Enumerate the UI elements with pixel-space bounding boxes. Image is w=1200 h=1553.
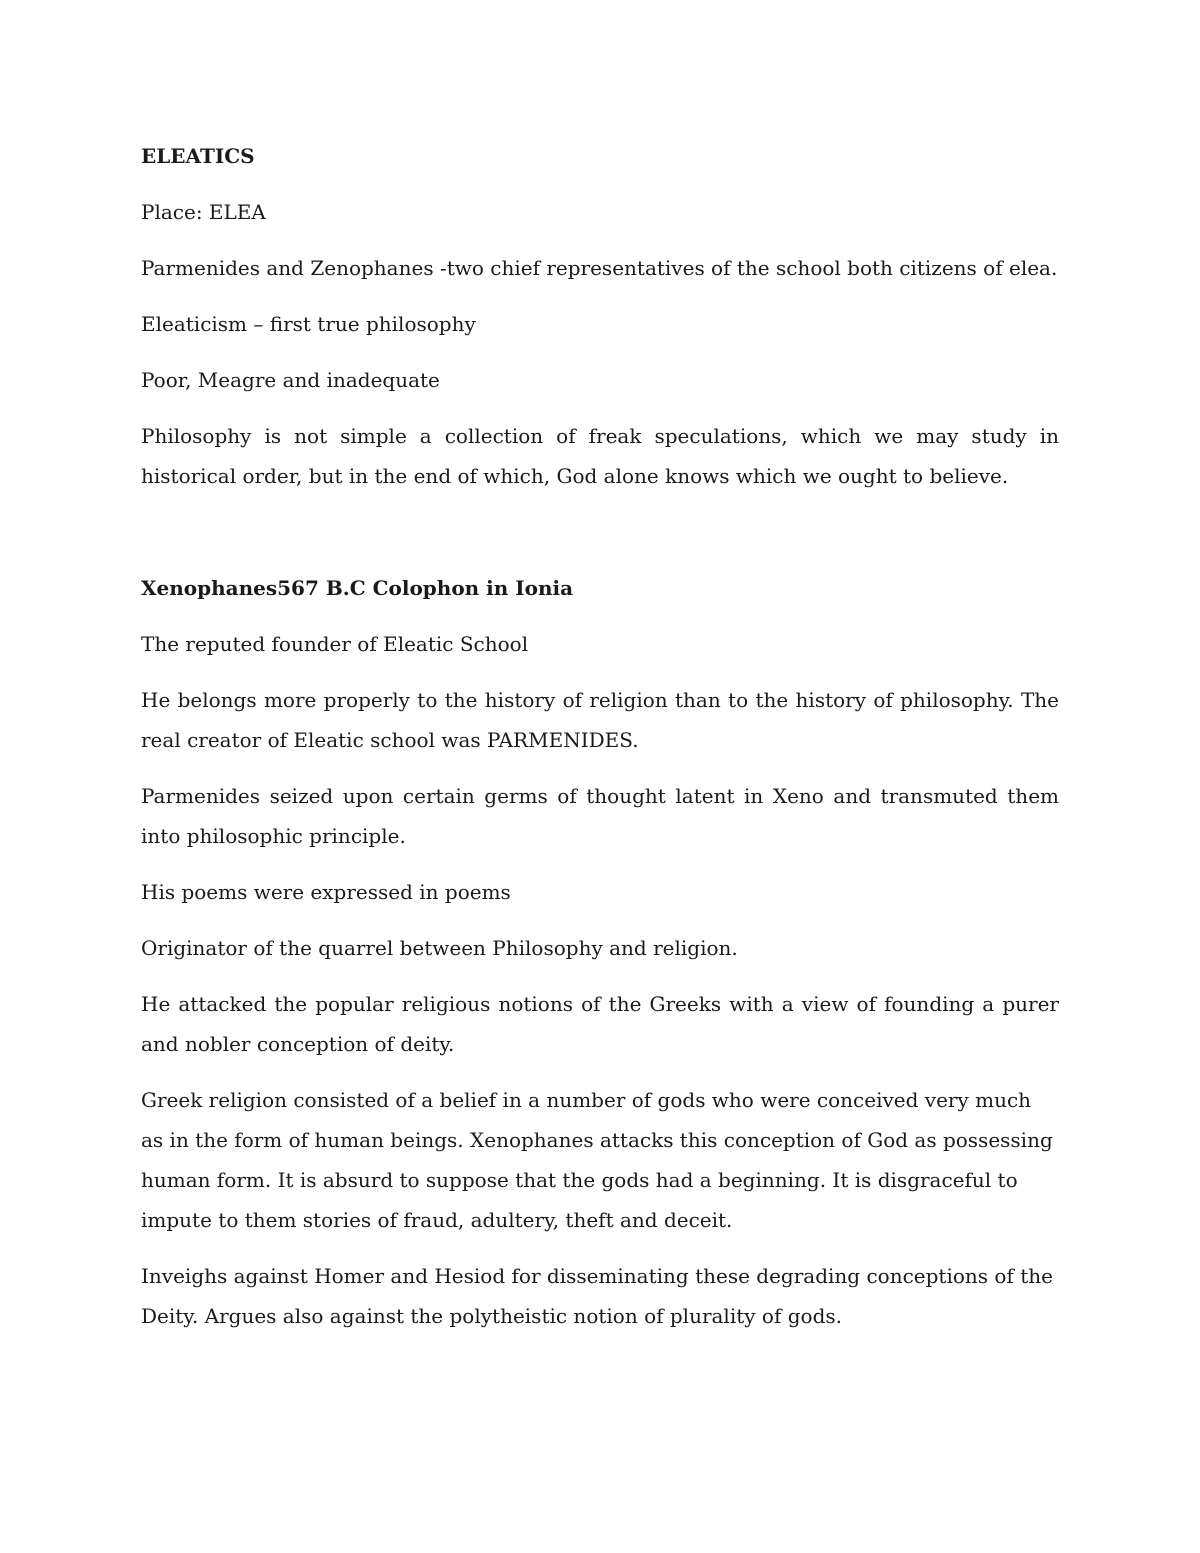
paragraph: Parmenides and Zenophanes -two chief representatives of the school both citizens of elea. bbox=[141, 256, 1058, 280]
paragraph: Originator of the quarrel between Philosophy and religion. bbox=[141, 936, 738, 960]
paragraph: Philosophy is not simple a collection of freak speculations, which we may study in historical order, but in the end of which, God alone knows which we ought to believe. bbox=[141, 424, 1059, 488]
paragraph: Inveighs against Homer and Hesiod for disseminating these degrading conceptions of the Deity. Argues also against the polytheistic notion of plurality of gods. bbox=[141, 1264, 1053, 1328]
paragraph: He belongs more properly to the history of religion than to the history of philosophy. The real creator of Eleatic school was PARMENIDES. bbox=[141, 688, 1059, 752]
paragraph: Greek religion consisted of a belief in a number of gods who were conceived very much as in the form of human beings. Xenophanes attacks this conception of God as possessing human form. It is absurd to suppose that the gods had a beginning. It is disgraceful to impute to them stories of fraud, adultery, theft and deceit. bbox=[141, 1088, 1053, 1232]
paragraph: Eleaticism – first true philosophy bbox=[141, 312, 476, 336]
document-page bbox=[141, 136, 1059, 1352]
paragraph: His poems were expressed in poems bbox=[141, 880, 511, 904]
place-line: Place: ELEA bbox=[141, 200, 266, 224]
section-heading-xenophanes: Xenophanes567 B.C Colophon in Ionia bbox=[141, 576, 574, 600]
paragraph: The reputed founder of Eleatic School bbox=[141, 632, 529, 656]
paragraph: He attacked the popular religious notions of the Greeks with a view of founding a purer and nobler conception of deity. bbox=[141, 992, 1059, 1056]
paragraph: Parmenides seized upon certain germs of thought latent in Xeno and transmuted them into philosophic principle. bbox=[141, 784, 1059, 848]
section-heading-eleatics: ELEATICS bbox=[141, 144, 255, 168]
section-spacer bbox=[141, 512, 1059, 568]
paragraph: Poor, Meagre and inadequate bbox=[141, 368, 440, 392]
